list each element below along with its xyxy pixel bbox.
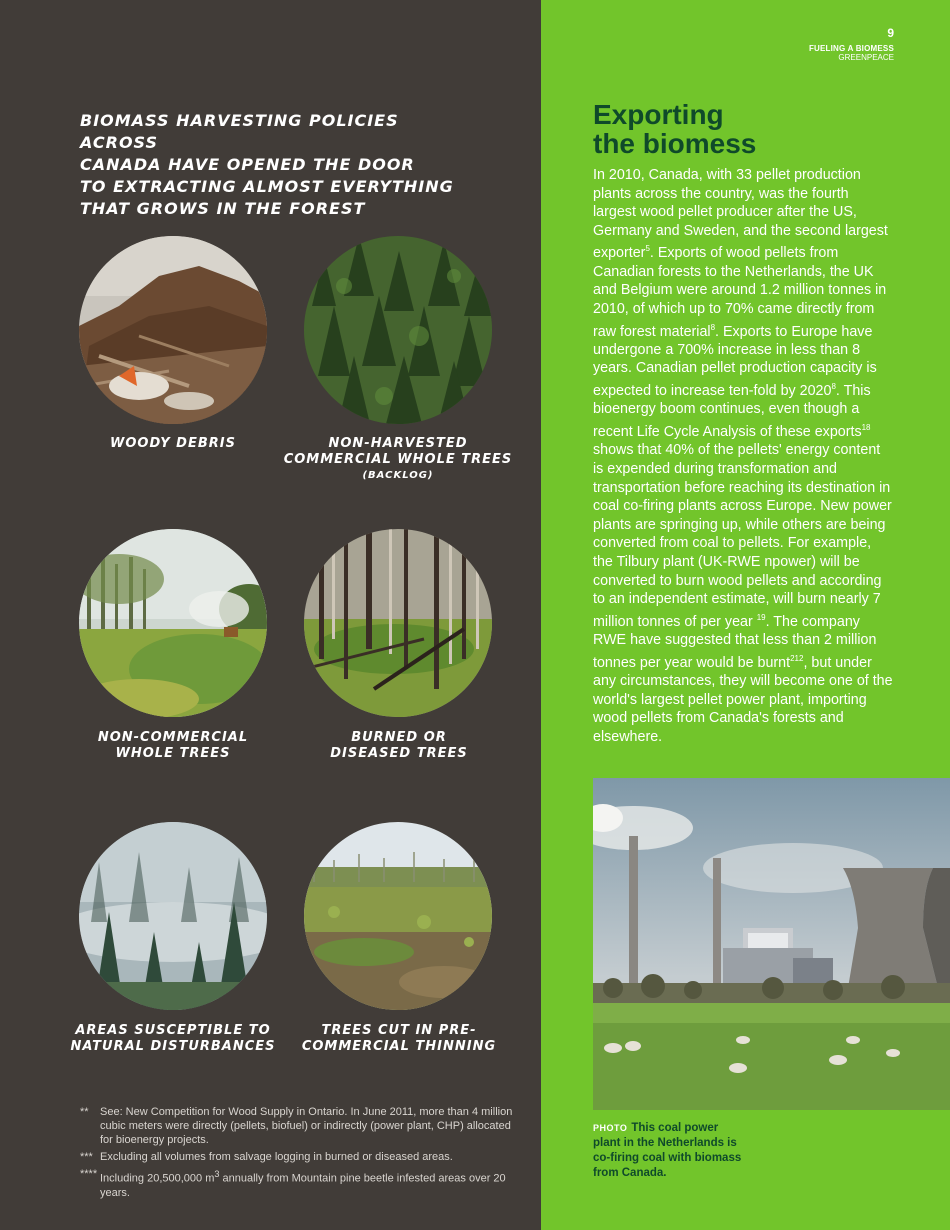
photo-caption [593, 1121, 743, 1181]
caption-woody-debris [79, 436, 267, 452]
heading-line: BIOMASS HARVESTING POLICIES ACROSS [80, 111, 399, 152]
body-superscript: 8 [710, 322, 716, 332]
footnote [80, 1150, 520, 1164]
caption-line: WHOLE TREES [115, 746, 231, 761]
body-text-part: In 2010, Canada, with 33 pellet production plants across the country, was the fourth largest wood pellet producer after the US, Germany and Sweden, and the second largest exporter [593, 167, 888, 262]
organization-name: GREENPEACE [838, 53, 894, 62]
body-text-part: , but under any circumstances, they will become one of the world's largest pellet power plant, importing wood pellets from Canada's forests and elsewhere. [593, 654, 893, 745]
body-text-part: shows that 40% of the pellets' energy content is expended during transformation and transportation before reaching its destination in coal co-firing plants across Europe. New power plants are springing up, while others are being converted from coal to pellets. For example, the Tilbury plant (UK-RWE npower) will be converted to burn wood pellets and according to an independent estimate, will burn nearly 7 million tonnes of per year [593, 442, 892, 630]
body-text-part: . Exports of wood pellets from Canadian forests to the Netherlands, the UK and Belgium were around 1.2 million tonnes in 2010, of which up to 70% came directly from raw forest material [593, 245, 887, 340]
footnote-text: See: New Competition for Wood Supply in Ontario. In June 2011, more than 4 million cubic meters were directly (pellets, biofuel) or indirectly (power plant, CHP) allocated for bioenergy projects. [100, 1106, 513, 1146]
body-text-part: . The company RWE have suggested that less than 2 million tonnes per year would be burnt [593, 613, 877, 671]
title-line: the biomess [593, 128, 757, 159]
photo-caption-text: This coal power plant in the Netherlands is co-firing coal with biomass from Canada. [593, 1122, 742, 1179]
left-heading [80, 110, 480, 220]
burned-trees-photo [304, 529, 492, 717]
publication-title: FUELING A BIOMESS [808, 44, 894, 53]
footnote-text [100, 1167, 520, 1200]
body-superscript: 18 [861, 423, 871, 433]
natural-disturbances-photo [79, 822, 267, 1010]
footnote [80, 1105, 520, 1147]
footnote-mark: **** [80, 1168, 98, 1180]
footnote [80, 1167, 520, 1200]
heading-line: THAT GROWS IN THE FOREST [80, 199, 366, 218]
footnote-text-part: annually from Mountain pine beetle infested areas over 20 years. [100, 1172, 506, 1199]
caption-burned [286, 730, 512, 762]
caption-natural-disturbances [60, 1023, 286, 1055]
heading-line: CANADA HAVE OPENED THE DOOR [80, 155, 415, 174]
page-header [809, 26, 894, 62]
body-superscript: 5 [645, 244, 650, 254]
photo-label: PHOTO [593, 1123, 628, 1133]
caption-line: NON-COMMERCIAL [97, 730, 249, 745]
page-number: 9 [887, 26, 894, 40]
caption-line: NATURAL DISTURBANCES [70, 1039, 276, 1054]
caption-line: WOODY DEBRIS [110, 436, 236, 451]
caption-line: BURNED OR [351, 730, 447, 745]
caption-non-harvested [280, 436, 516, 484]
footnote-text: Excluding all volumes from salvage logging in burned or diseased areas. [100, 1151, 453, 1163]
non-commercial-trees-photo [79, 529, 267, 717]
caption-line: DISEASED TREES [330, 746, 468, 761]
caption-thinning [286, 1023, 512, 1055]
power-plant-photo [593, 778, 950, 1110]
caption-line: AREAS SUSCEPTIBLE TO [75, 1023, 271, 1038]
section-title [593, 100, 756, 158]
woody-debris-photo [79, 236, 267, 424]
thinning-photo [304, 822, 492, 1010]
body-text [593, 166, 893, 746]
caption-non-commercial [60, 730, 286, 762]
caption-line: TREES CUT IN PRE- [321, 1023, 477, 1038]
caption-sub: (BACKLOG) [362, 470, 434, 481]
caption-line: NON-HARVESTED [328, 436, 468, 451]
caption-line: COMMERCIAL THINNING [301, 1039, 497, 1054]
body-text-part: . Exports to Europe have undergone a 700% increase in less than 8 years. Canadian pellet production capacity is expected to increase ten-fold by 2020 [593, 323, 877, 399]
footnote-superscript: 3 [214, 1169, 220, 1179]
body-superscript: 8 [831, 382, 836, 392]
footnote-mark: *** [80, 1151, 93, 1163]
footnotes [80, 1105, 520, 1203]
footnote-text-part: Including 20,500,000 m [100, 1172, 215, 1185]
caption-line: COMMERCIAL WHOLE TREES [283, 452, 513, 467]
body-text-part: . This bioenergy boom continues, even though a recent Life Cycle Analysis of these exports [593, 382, 871, 440]
heading-line: TO EXTRACTING ALMOST EVERYTHING [80, 177, 454, 196]
title-line: Exporting [593, 99, 724, 130]
body-superscript: 212 [790, 653, 804, 663]
non-harvested-trees-photo [304, 236, 492, 424]
body-superscript: 19 [756, 612, 766, 622]
footnote-mark: ** [80, 1106, 89, 1118]
